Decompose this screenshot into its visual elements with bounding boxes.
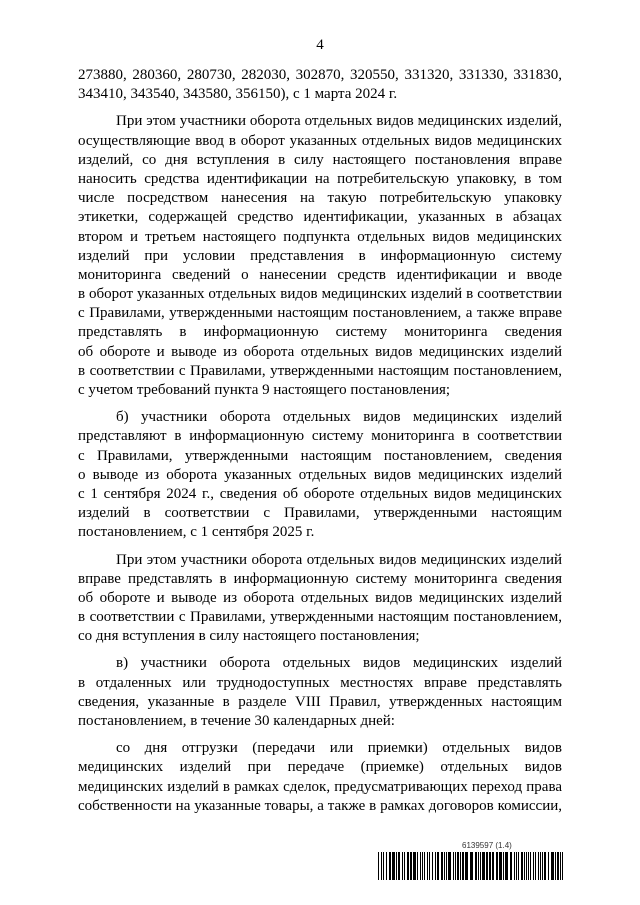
barcode-bar — [489, 852, 491, 880]
barcode-bar — [560, 852, 561, 880]
text-line: в оборот указанных отдельных видов медицинских изделий в соответствии — [78, 286, 562, 303]
barcode-bar — [378, 852, 379, 880]
barcode-bar — [446, 852, 447, 880]
document-code: 6139597 (1.4) — [462, 841, 512, 850]
barcode-bar — [544, 852, 546, 880]
text-line: постановлением, в течение 30 календарных дней: — [78, 713, 395, 729]
barcode-bar — [470, 852, 473, 880]
paragraph-gap — [78, 104, 562, 112]
barcode-bar — [460, 852, 461, 880]
text-line: этикетки, содержащей средство идентификации, указанных в абзацах — [78, 209, 562, 226]
barcode-bar — [389, 852, 391, 880]
barcode-bar — [510, 852, 512, 880]
barcode-bar — [381, 852, 382, 880]
barcode-bar — [386, 852, 387, 880]
text-line: постановлением, с 1 сентября 2025 г. — [78, 524, 315, 541]
paragraph-gap — [78, 543, 562, 551]
barcode-bar — [538, 852, 539, 880]
barcode-bar — [540, 852, 541, 880]
paragraph-gap — [78, 400, 562, 408]
text-line: б) участники оборота отдельных видов медицинских изделий — [116, 409, 562, 426]
barcode-bar — [526, 852, 527, 880]
barcode-bar — [457, 852, 459, 880]
barcode-bar — [480, 852, 481, 880]
barcode-bar — [448, 852, 451, 880]
text-line: об обороте и выводе из оборота отдельных видов медицинских изделий — [78, 343, 562, 360]
barcode-bar — [478, 852, 479, 880]
barcode-bar — [492, 852, 494, 880]
text-line: втором и третьем настоящего подпункта отдельных видов медицинских — [78, 228, 562, 245]
paragraph — [78, 739, 562, 816]
text-line: представляют в информационную систему мониторинга в соответствии — [78, 428, 562, 445]
barcode-bar — [437, 852, 439, 880]
paragraph — [78, 408, 562, 542]
text-line: в соответствии с Правилами, утвержденными настоящим постановлением, — [78, 362, 562, 379]
paragraph — [78, 66, 562, 104]
barcode-bar — [392, 852, 395, 880]
barcode-bar — [465, 852, 468, 880]
barcode-bar — [542, 852, 543, 880]
barcode-bar — [486, 852, 488, 880]
text-line: изделий при условии представления в информационную систему — [78, 247, 562, 264]
text-line: сведения, указанные в разделе VIII Правил, утвержденных настоящим — [78, 693, 562, 710]
text-line: с 1 сентября 2024 г., сведения об обороте отдельных видов медицинских — [78, 485, 562, 502]
text-line: собственности на указанные товары, а также в рамках договоров комиссии, — [78, 797, 562, 814]
barcode-bar — [462, 852, 464, 880]
text-line: в) участники оборота отдельных видов медицинских изделий — [116, 655, 562, 672]
barcode-bar — [420, 852, 421, 880]
barcode-bar — [441, 852, 443, 880]
barcode-bar — [413, 852, 416, 880]
text-line: При этом участники оборота отдельных видов медицинских изделий — [116, 551, 562, 568]
barcode-bar — [521, 852, 523, 880]
text-line: числе посредством нанесения на такую потребительскую упаковку — [78, 190, 562, 207]
text-line: наносить средства идентификации на потребительскую упаковку, в том — [78, 170, 562, 187]
barcode-bar — [453, 852, 454, 880]
barcode-bar — [482, 852, 485, 880]
barcode-bar — [398, 852, 400, 880]
paragraph-gap — [78, 731, 562, 739]
barcode-bar — [429, 852, 430, 880]
text-line: с Правилами, утвержденными настоящим постановлением, сведения — [78, 447, 562, 464]
text-line: об обороте и выводе из оборота отдельных видов медицинских изделий — [78, 589, 562, 606]
barcode-bar — [557, 852, 559, 880]
barcode-bar — [555, 852, 556, 880]
barcode-bar — [533, 852, 534, 880]
text-line: в соответствии с Правилами, утвержденными настоящим постановлением, — [78, 609, 562, 626]
barcode-bar — [410, 852, 412, 880]
text-line: 273880, 280360, 280730, 282030, 302870, 320550, 331320, 331330, 331830, — [78, 67, 562, 83]
barcode-bar — [548, 852, 549, 880]
text-line: о выводе из оборота указанных отдельных видов медицинских изделий — [78, 466, 562, 483]
barcode-bar — [562, 852, 563, 880]
document-body — [78, 66, 562, 816]
barcode-bar — [496, 852, 498, 880]
barcode-bar — [427, 852, 428, 880]
barcode-bar — [475, 852, 477, 880]
barcode-bar — [422, 852, 423, 880]
barcode-bar — [499, 852, 502, 880]
text-line: со дня отгрузки (передачи или приемки) отдельных видов — [116, 740, 562, 757]
barcode-bar — [417, 852, 418, 880]
barcode-bar — [435, 852, 436, 880]
barcode-bar — [514, 852, 515, 880]
barcode-bar — [518, 852, 519, 880]
text-line: 343410, 343540, 343580, 356150), с 1 марта 2024 г. — [78, 86, 398, 103]
paragraph — [78, 654, 562, 731]
text-line: в отдаленных или труднодоступных местностях вправе представлять — [78, 674, 562, 691]
barcode-bar — [444, 852, 445, 880]
barcode-bar — [383, 852, 384, 880]
page-number: 4 — [316, 37, 324, 53]
barcode-bar — [524, 852, 525, 880]
barcode-bar — [424, 852, 425, 880]
text-line: представлять в информационную систему мониторинга сведения — [78, 324, 562, 341]
barcode-bar — [396, 852, 397, 880]
barcode-bar — [505, 852, 508, 880]
text-line: изделий, со дня вступления в силу настоящего постановления вправе — [78, 151, 562, 168]
paragraph — [78, 112, 562, 400]
barcode — [378, 852, 564, 880]
paragraph-gap — [78, 646, 562, 654]
barcode-bar — [535, 852, 536, 880]
text-line: При этом участники оборота отдельных видов медицинских изделий, — [116, 113, 562, 130]
barcode-bar — [530, 852, 531, 880]
barcode-bar — [528, 852, 529, 880]
barcode-bar — [503, 852, 504, 880]
text-line: с Правилами, утвержденными настоящим постановлением, а также вправе — [78, 305, 562, 322]
text-line: вправе представлять в информационную систему мониторинга сведения — [78, 570, 562, 587]
text-line: медицинских изделий в рамках сделок, предусматривающих переход права — [78, 778, 562, 795]
barcode-bar — [404, 852, 405, 880]
barcode-bar — [551, 852, 554, 880]
barcode-bar — [407, 852, 409, 880]
text-line: осуществляющие ввод в оборот указанных отдельных видов медицинских — [78, 132, 562, 149]
text-line: изделий в соответствии с Правилами, утвержденными настоящим — [78, 505, 562, 522]
barcode-bar — [402, 852, 403, 880]
barcode-bar — [455, 852, 456, 880]
barcode-bar — [432, 852, 433, 880]
barcode-bar — [516, 852, 517, 880]
text-line: со дня вступления в силу настоящего постановления; — [78, 628, 420, 645]
text-line: мониторинга сведений о нанесении средств идентификации и вводе — [78, 266, 562, 283]
text-line: медицинских изделий при передаче (приемке) отдельных видов — [78, 759, 562, 776]
text-line: с учетом требований пункта 9 настоящего постановления; — [78, 382, 451, 398]
paragraph — [78, 551, 562, 647]
